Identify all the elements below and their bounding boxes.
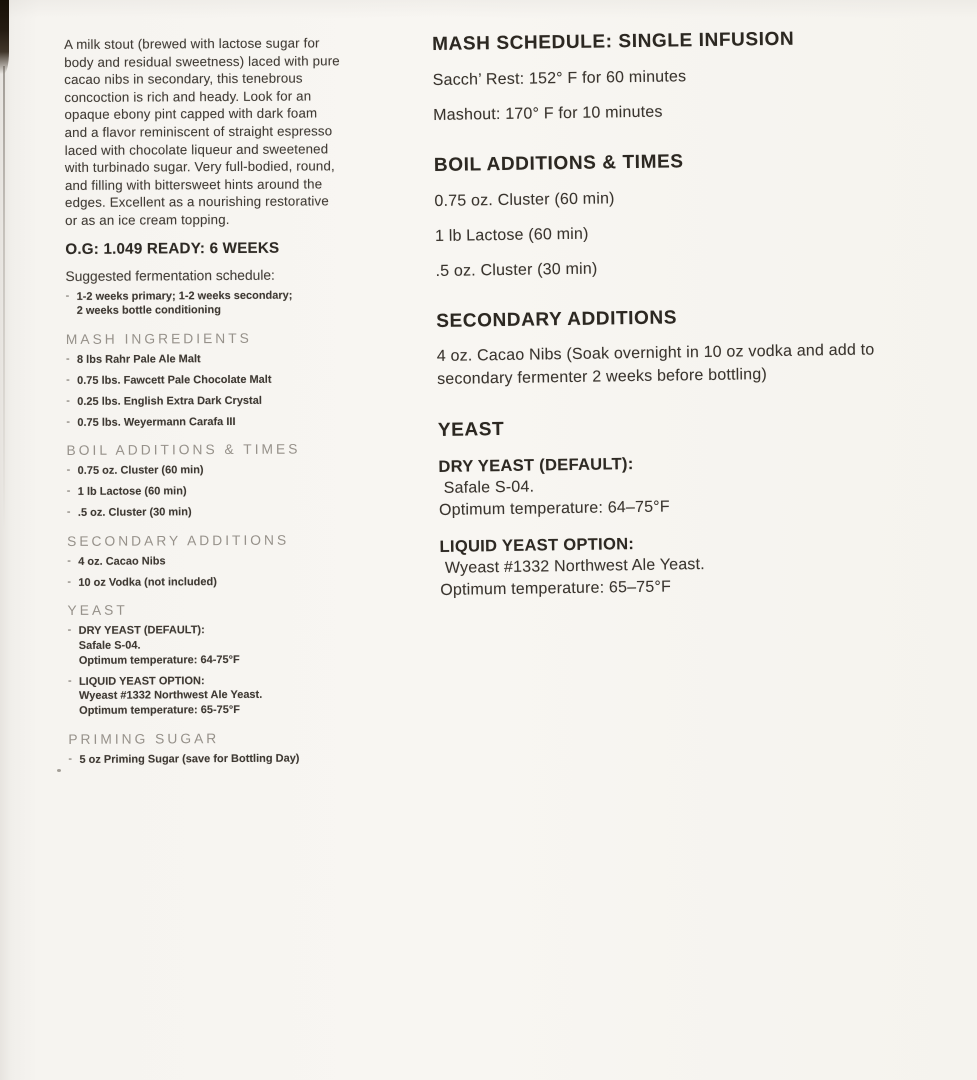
fermentation-schedule-text xyxy=(77,288,342,319)
boil-line: .5 oz. Cluster (30 min) xyxy=(435,260,598,280)
mash-ingredient-item xyxy=(66,414,342,430)
boil-addition-item xyxy=(67,483,343,499)
section-title-mash-ingredients: MASH INGREDIENTS xyxy=(65,330,252,348)
section-title-secondary-additions: SECONDARY ADDITIONS xyxy=(67,532,290,549)
beer-description: A milk stout (brewed with lactose sugar for body and residual sweetness) laced with pure cacao nibs in secondary, this tenebrous concoction is rich and heady. Look for an opaque ebony pint capped with dark foam and a flavor reminiscent of straight espresso laced with chocolate liqueur and sweetened with turbinado sugar. Very full-bodied, round, and filling with bittersweet hints around the edges. Excellent as a nourishing restorative or as an ice cream topping. xyxy=(64,35,340,228)
mashout-line: Mashout: 170° F for 10 minutes xyxy=(433,103,663,124)
scan-corner-mark xyxy=(0,0,9,74)
liquid-yeast-label: LIQUID YEAST OPTION: xyxy=(78,674,205,688)
boil-additions-title: BOIL ADDITIONS & TIMES xyxy=(433,151,684,176)
dry-yeast-temp: Optimum temperature: 64–75°F xyxy=(438,498,670,519)
mash-ingredient-item xyxy=(66,351,342,367)
fermentation-line-1: 1-2 weeks primary; 1-2 weeks secondary; xyxy=(76,289,293,303)
bullet-dash: - xyxy=(66,505,71,518)
yeast-entry-dry xyxy=(68,623,344,669)
scan-stray-dot xyxy=(57,769,61,772)
bullet-dash: - xyxy=(66,394,70,407)
mash-schedule-title: MASH SCHEDULE: SINGLE INFUSION xyxy=(432,28,795,55)
cacao-nibs-note: 4 oz. Cacao Nibs (Soak overnight in 10 oz vodka and add to secondary fermenter 2 weeks before bottling) xyxy=(436,341,875,388)
boil-additions-section xyxy=(434,148,934,282)
mash-schedule-section xyxy=(432,27,931,126)
liquid-yeast-entry xyxy=(439,529,938,602)
bullet-dash: - xyxy=(68,753,73,766)
dry-yeast-strain: Safale S-04. xyxy=(443,478,535,497)
liquid-yeast-label: LIQUID YEAST OPTION: xyxy=(439,535,635,556)
mash-ingredient-text: 8 lbs Rahr Pale Ale Malt xyxy=(76,353,201,367)
liquid-yeast-temp: Optimum temperature: 65-75°F xyxy=(79,704,241,718)
dry-yeast-label: DRY YEAST (DEFAULT): xyxy=(438,455,634,476)
mash-ingredient-item xyxy=(66,393,342,409)
dry-yeast-temp: Optimum temperature: 64-75°F xyxy=(78,653,240,667)
secondary-additions-title: SECONDARY ADDITIONS xyxy=(436,307,678,332)
left-column xyxy=(64,34,344,768)
bullet-dash: - xyxy=(67,624,72,637)
bullet-dash: - xyxy=(66,415,71,428)
liquid-yeast-strain: Wyeast #1332 Northwest Ale Yeast. xyxy=(78,689,263,703)
dry-yeast-label: DRY YEAST (DEFAULT): xyxy=(78,624,205,638)
bullet-dash: - xyxy=(65,353,70,366)
bullet-dash: - xyxy=(65,289,70,302)
section-title-yeast: YEAST xyxy=(67,602,128,619)
bullet-dash: - xyxy=(66,464,71,477)
og-ready-line: O.G: 1.049 READY: 6 WEEKS xyxy=(65,239,280,258)
bullet-dash: - xyxy=(67,575,72,588)
secondary-addition-text: 10 oz Vodka (not included) xyxy=(78,575,217,589)
scan-edge-line xyxy=(3,66,5,531)
section-title-priming-sugar: PRIMING SUGAR xyxy=(68,731,220,748)
liquid-yeast-temp: Optimum temperature: 65–75°F xyxy=(440,578,672,599)
secondary-additions-section xyxy=(436,304,935,391)
boil-addition-text: 1 lb Lactose (60 min) xyxy=(77,485,187,499)
boil-addition-text: 0.75 oz. Cluster (60 min) xyxy=(77,464,204,478)
mash-ingredient-text: 0.75 lbs. Weyermann Carafa III xyxy=(77,415,236,429)
mash-ingredient-text: 0.25 lbs. English Extra Dark Crystal xyxy=(77,394,262,408)
boil-addition-text: .5 oz. Cluster (30 min) xyxy=(77,506,192,519)
bullet-dash: - xyxy=(66,373,70,386)
yeast-entry-liquid xyxy=(68,673,344,719)
dry-yeast-entry xyxy=(438,449,937,522)
fermentation-schedule-item xyxy=(66,288,342,319)
bullet-dash: - xyxy=(66,485,71,498)
secondary-addition-text: 4 oz. Cacao Nibs xyxy=(78,555,166,568)
mash-ingredient-item xyxy=(66,372,342,388)
sacch-rest-line: Sacch’ Rest: 152° F for 60 minutes xyxy=(432,68,687,89)
yeast-title: YEAST xyxy=(437,418,505,441)
yeast-section xyxy=(438,413,939,602)
dry-yeast-strain: Safale S-04. xyxy=(78,639,141,653)
fermentation-line-2: 2 weeks bottle conditioning xyxy=(76,304,221,318)
right-column xyxy=(432,27,938,602)
bullet-dash: - xyxy=(67,554,71,567)
secondary-addition-item xyxy=(67,574,343,590)
bullet-dash: - xyxy=(67,674,72,687)
priming-sugar-item xyxy=(68,751,344,767)
yeast-entry-text xyxy=(79,623,344,669)
boil-line: 1 lb Lactose (60 min) xyxy=(434,225,589,245)
priming-sugar-text: 5 oz Priming Sugar (save for Bottling Day) xyxy=(79,752,300,766)
boil-addition-item xyxy=(67,504,343,520)
section-title-boil-additions: BOIL ADDITIONS & TIMES xyxy=(66,441,301,459)
boil-line: 0.75 oz. Cluster (60 min) xyxy=(434,190,615,210)
liquid-yeast-strain: Wyeast #1332 Northwest Ale Yeast. xyxy=(444,556,705,577)
yeast-entry-text xyxy=(79,673,344,719)
mash-ingredient-text: 0.75 lbs. Fawcett Pale Chocolate Malt xyxy=(77,373,272,387)
secondary-addition-item xyxy=(67,553,343,569)
fermentation-schedule-label: Suggested fermentation schedule: xyxy=(65,267,275,284)
boil-addition-item xyxy=(67,463,343,479)
